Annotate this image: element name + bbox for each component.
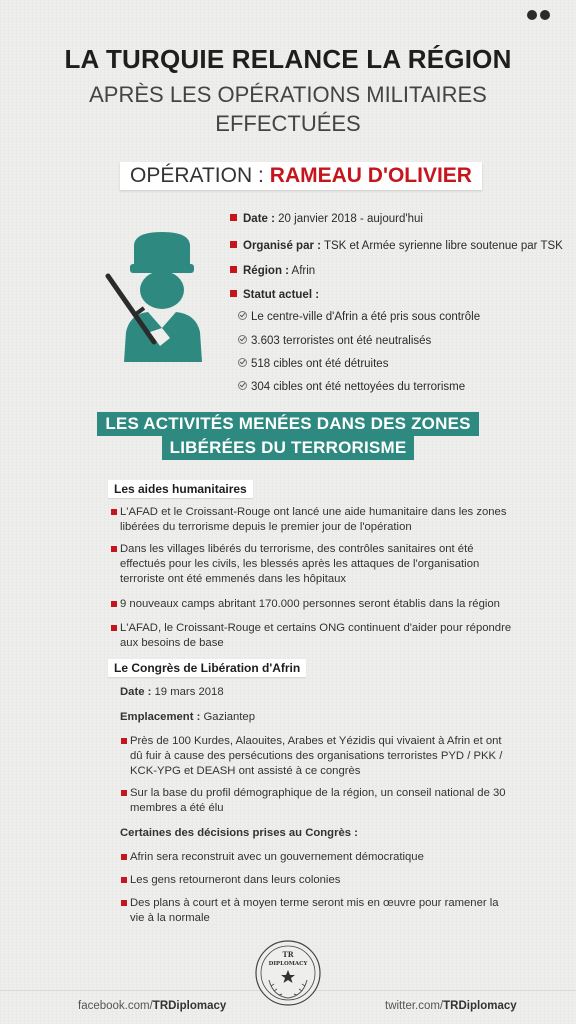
decision-item: Afrin sera reconstruit avec un gouvernement démocratique	[130, 850, 510, 865]
status-item: 304 cibles ont été nettoyées du terrorisme	[238, 381, 465, 393]
operation-prefix: OPÉRATION :	[130, 164, 264, 187]
congres-item: Sur la base du profil démographique de la région, un conseil national de 30 membres a été élu	[130, 786, 510, 816]
decisions-label: Certaines des décisions prises au Congrès :	[120, 827, 358, 839]
page-title: LA TURQUIE RELANCE LA RÉGION	[64, 44, 512, 74]
decision-item: Des plans à court et à moyen terme seront mis en œuvre pour ramener la vie à la normale	[130, 896, 500, 926]
page-subtitle: APRÈS LES OPÉRATIONS MILITAIRES EFFECTUÉES	[89, 82, 487, 136]
section-banner-line1: LES ACTIVITÉS MENÉES DANS DES ZONES	[0, 412, 576, 436]
section-banner-line2: LIBÉRÉES DU TERRORISME	[0, 436, 576, 460]
congres-place: Emplacement : Gaziantep	[120, 711, 255, 723]
aide-item: Dans les villages libérés du terrorisme, des contrôles sanitaires ont été effectués pour les civils, les blessés après les attaques de l'organisation terroriste ont été emmenés dans les hôpitaux	[120, 542, 520, 587]
svg-text:DIPLOMACY: DIPLOMACY	[268, 961, 308, 967]
svg-text:TR: TR	[282, 950, 294, 959]
info-region: Région : Afrin	[230, 265, 315, 277]
facebook-link[interactable]: facebook.com/TRDiplomacy	[78, 1000, 227, 1012]
congres-date: Date : 19 mars 2018	[120, 686, 224, 698]
operation-label	[120, 162, 482, 190]
check-circle-icon	[238, 335, 247, 344]
twitter-link[interactable]: twitter.com/TRDiplomacy	[385, 1000, 517, 1012]
status-item: 518 cibles ont été détruites	[238, 358, 388, 370]
congres-heading: Le Congrès de Libération d'Afrin	[108, 659, 306, 677]
aide-item: 9 nouveaux camps abritant 170.000 personnes seront établis dans la région	[120, 597, 520, 612]
aide-item: L'AFAD, le Croissant-Rouge et certains ONG continuent d'aider pour répondre aux besoins de base	[120, 621, 520, 651]
soldier-icon	[104, 232, 216, 362]
seal-logo	[255, 940, 321, 1006]
info-status: Statut actuel :	[230, 289, 319, 301]
congres-item: Près de 100 Kurdes, Alaouites, Arabes et Yézidis qui vivaient à Afrin et ont dû fuir à cause des persécutions des organisations terroristes PYD / PKK / KCK-YPG et DEASH ont assisté à ce congrès	[130, 734, 510, 779]
check-circle-icon	[238, 311, 247, 320]
aides-heading: Les aides humanitaires	[108, 480, 253, 498]
check-circle-icon	[238, 381, 247, 390]
aide-item: L'AFAD et le Croissant-Rouge ont lancé une aide humanitaire dans les zones libérées du terrorisme depuis le premier jour de l'opération	[120, 505, 520, 535]
menu-dots-icon[interactable]	[527, 10, 550, 20]
info-organizer: Organisé par : TSK et Armée syrienne libre soutenue par TSK	[230, 240, 563, 252]
info-date: Date : 20 janvier 2018 - aujourd'hui	[230, 213, 423, 225]
check-circle-icon	[238, 358, 247, 367]
operation-name: RAMEAU D'OLIVIER	[269, 164, 472, 187]
status-item: Le centre-ville d'Afrin a été pris sous contrôle	[238, 311, 480, 323]
status-item: 3.603 terroristes ont été neutralisés	[238, 335, 431, 347]
decision-item: Les gens retourneront dans leurs colonies	[130, 873, 510, 888]
